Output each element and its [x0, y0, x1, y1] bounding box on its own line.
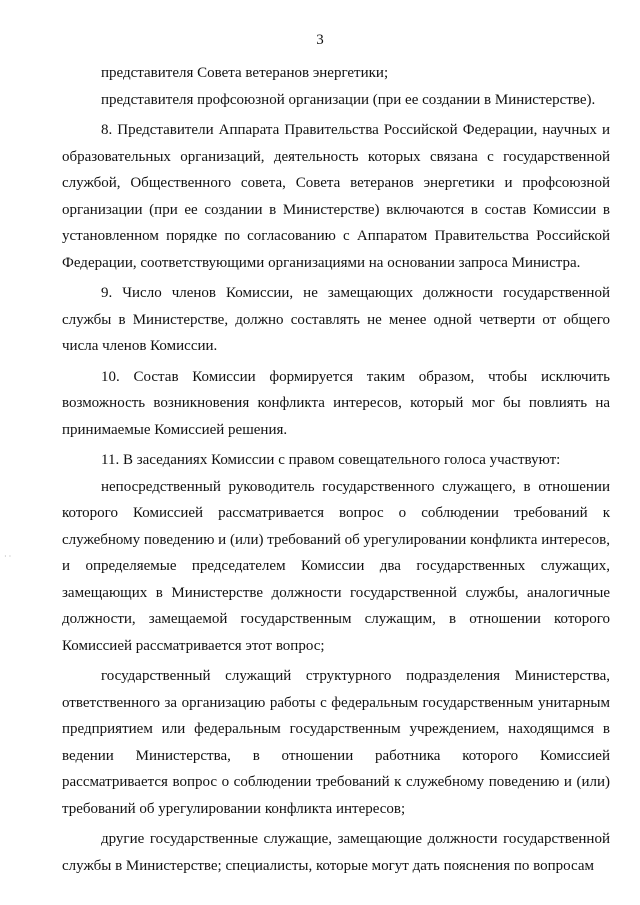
paragraph-direct-supervisor: непосредственный руководитель государственного служащего, в отношении которого Комиссией рассматривается вопрос о соблюдении требований к служебному поведению и (или) требований об урегулировании конфликта интересов, и определяемые председателем Комиссии два государственных служащих, замещающих в Министерстве должности государственной службы, аналогичные должности, замещаемой государственным служащим, в отношении которого Комиссией рассматривается этот вопрос;: [62, 478, 610, 654]
margin-scan-mark: · ·: [4, 552, 12, 561]
page-number: 3: [316, 32, 324, 48]
paragraph-item-9: 9. Число членов Комиссии, не замещающих должности государственной службы в Министерстве, должно составлять не менее одной четверти от общего числа членов Комиссии.: [62, 285, 610, 354]
paragraph-item-11: 11. В заседаниях Комиссии с правом совещательного голоса участвуют:: [101, 452, 561, 468]
paragraph-other-employees: другие государственные служащие, замещающие должности государственной службы в Министерстве; специалисты, которые могут дать пояснения по вопросам: [62, 831, 610, 874]
document-body: [62, 60, 610, 879]
paragraph-item-8: 8. Представители Аппарата Правительства Российской Федерации, научных и образовательных организаций, деятельность которых связана с государственной службой, Общественного совета, Совета ветеранов энергетики и профсоюзной организации (при ее создании в Министерстве) включаются в состав Комиссии в установленном порядке по согласованию с Аппаратом Правительства Российской Федерации, соответствующими организациями на основании запроса Министра.: [62, 122, 610, 271]
paragraph-trade-union-rep: представителя профсоюзной организации (при ее создании в Министерстве).: [101, 91, 596, 108]
paragraph-veterans-council-rep: представителя Совета ветеранов энергетики;: [101, 65, 389, 81]
paragraph-item-10: 10. Состав Комиссии формируется таким образом, чтобы исключить возможность возникновения конфликта интересов, который мог бы повлиять на принимаемые Комиссией решения.: [62, 368, 610, 438]
paragraph-structural-unit-employee: государственный служащий структурного подразделения Министерства, ответственного за организацию работы с федеральным государственным унитарным предприятием или федеральным государственным учреждением, находящимся в ведении Министерства, в отношении работника которого Комиссией рассматривается вопрос о соблюдении требований к служебному поведению и (или) требований об урегулировании конфликта интересов;: [62, 668, 610, 817]
